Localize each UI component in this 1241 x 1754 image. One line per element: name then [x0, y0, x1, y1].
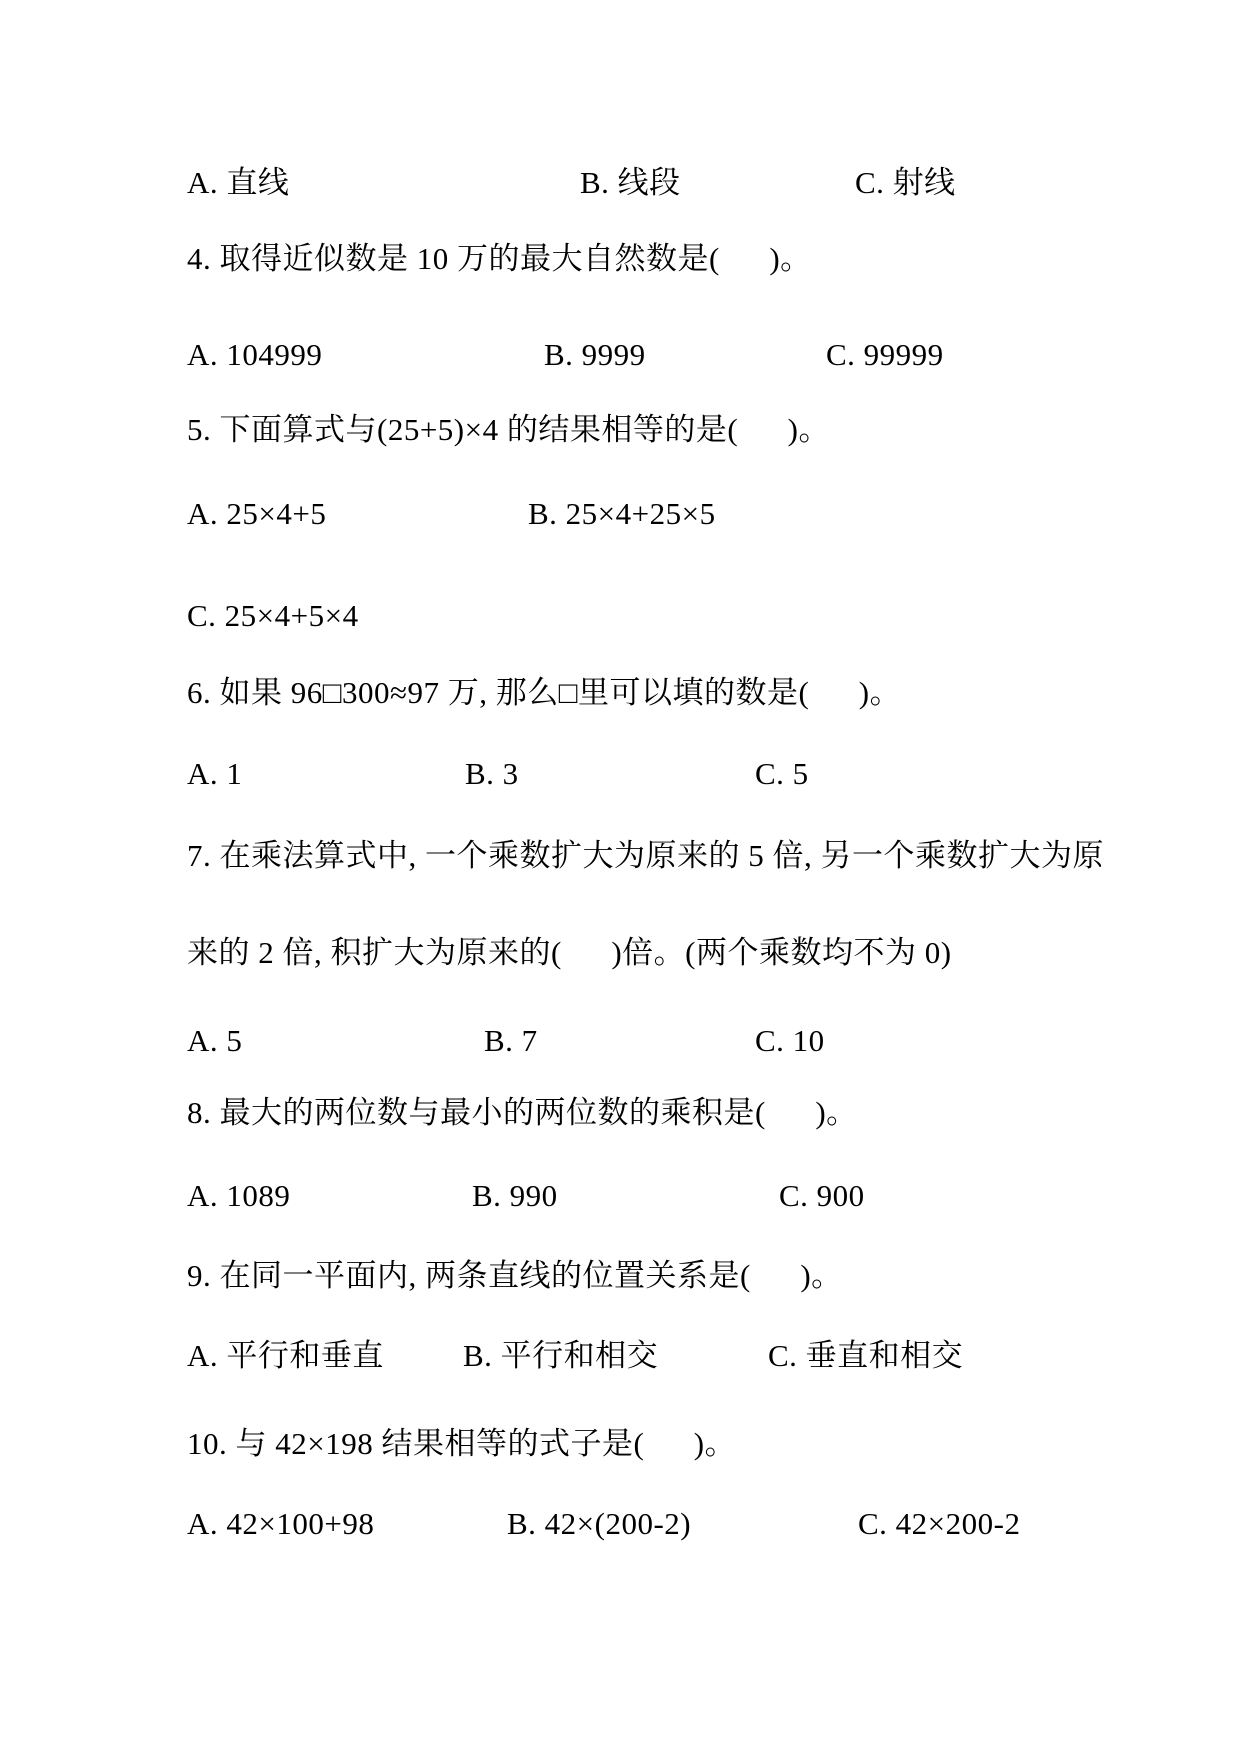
q10-option-a: A. 42×100+98 [187, 1506, 375, 1541]
q3-option-a: A. 直线 [187, 165, 290, 200]
q9-option-b: B. 平行和相交 [463, 1338, 659, 1373]
q6-question-line [0, 673, 1241, 717]
q9-option-c: C. 垂直和相交 [768, 1338, 964, 1373]
q4-question-text: 4. 取得近似数是 10 万的最大自然数是( )。 [187, 241, 812, 276]
q10-option-b: B. 42×(200-2) [507, 1506, 692, 1541]
q5-question-line [0, 410, 1241, 454]
q7-question-line-1 [0, 836, 1241, 880]
q9-options-row [0, 1336, 1241, 1380]
q5-question-text: 5. 下面算式与(25+5)×4 的结果相等的是( )。 [187, 412, 831, 447]
q10-options-row [0, 1504, 1241, 1548]
q4-question-line [0, 239, 1241, 283]
q5-option-c: C. 25×4+5×4 [187, 598, 359, 633]
q8-option-c: C. 900 [779, 1178, 865, 1213]
q6-option-a: A. 1 [187, 756, 243, 791]
q6-option-b: B. 3 [465, 756, 519, 791]
q6-option-c: C. 5 [755, 756, 809, 791]
q10-option-c: C. 42×200-2 [858, 1506, 1021, 1541]
q9-question-line [0, 1256, 1241, 1300]
q6-question-text: 6. 如果 96□300≈97 万, 那么□里可以填的数是( )。 [187, 675, 902, 710]
q7-options-row [0, 1021, 1241, 1065]
q6-options-row [0, 754, 1241, 798]
q10-question-line [0, 1424, 1241, 1468]
q10-question-text: 10. 与 42×198 结果相等的式子是( )。 [187, 1426, 737, 1461]
q3-option-b: B. 线段 [580, 165, 681, 200]
q5-option-b: B. 25×4+25×5 [528, 496, 716, 531]
q8-question-line [0, 1093, 1241, 1137]
q5-options-row-1 [0, 494, 1241, 538]
q7-question-text-2: 来的 2 倍, 积扩大为原来的( )倍。(两个乘数均不为 0) [187, 935, 952, 970]
q7-question-line-2 [0, 933, 1241, 977]
q5-options-row-2 [0, 596, 1241, 640]
q4-option-a: A. 104999 [187, 337, 323, 372]
q8-option-a: A. 1089 [187, 1178, 291, 1213]
q8-question-text: 8. 最大的两位数与最小的两位数的乘积是( )。 [187, 1095, 858, 1130]
q9-option-a: A. 平行和垂直 [187, 1338, 384, 1373]
q4-options-row [0, 335, 1241, 379]
q9-question-text: 9. 在同一平面内, 两条直线的位置关系是( )。 [187, 1258, 843, 1293]
q8-options-row [0, 1176, 1241, 1220]
q7-option-b: B. 7 [484, 1023, 538, 1058]
q7-option-a: A. 5 [187, 1023, 243, 1058]
q3-options-row [0, 163, 1241, 207]
q7-question-text-1: 7. 在乘法算式中, 一个乘数扩大为原来的 5 倍, 另一个乘数扩大为原 [187, 838, 1104, 873]
q3-option-c: C. 射线 [855, 165, 956, 200]
q5-option-a: A. 25×4+5 [187, 496, 327, 531]
q4-option-b: B. 9999 [544, 337, 646, 372]
q4-option-c: C. 99999 [826, 337, 944, 372]
q7-option-c: C. 10 [755, 1023, 825, 1058]
q8-option-b: B. 990 [472, 1178, 558, 1213]
